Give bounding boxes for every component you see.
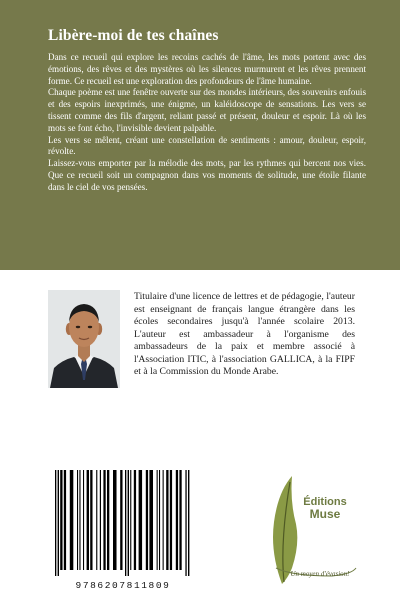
publisher-name-line1: Éditions	[303, 496, 347, 508]
blurb-paragraph-4: Laissez-vous emporter par la mélodie des mots, par les rythmes qui bercent nos vies. Que ce recueil soit un compagnon dans vos moments de solitude, une étoile filante dans le ciel de vos pensées.	[48, 158, 366, 192]
author-bio: Titulaire d'une licence de lettres et de pédagogie, l'auteur est enseignant de français langue étrangère dans les écoles secondaires jusqu'à l'année scolaire 2013. L'auteur est ambassadeur à l'organisme des ambassadeurs de la paix et membre associé à l'Association ITIC, à l'association GALLICA, à la FIPF et à la Commission du Monde Arabe.	[134, 291, 355, 377]
blurb-paragraph-1: Dans ce recueil qui explore les recoins cachés de l'âme, les mots portent avec des émotions, des rêves et des mystères où les silences murmurent et les rêves prennent forme. Ce recueil est une exploration des profondeurs de l'âme humaine.	[48, 52, 366, 86]
publisher-tagline: Un moyen d'évasion!	[290, 570, 350, 578]
blurb-paragraph-2: Chaque poème est une fenêtre ouverte sur des mondes intérieurs, des souvenirs enfouis et des espoirs inexprimés, une énigme, un kaléidoscope de sensations. Les vers se tissent comme des fils d'argent, reliant passé et présent, douleur et espoir. Là où les mots se font écho, l'invisible devient palpable.	[48, 87, 366, 133]
author-photo	[48, 290, 120, 388]
barcode-bars	[47, 468, 199, 578]
isbn-number: 9786207811809	[75, 580, 171, 591]
publisher-name-line2: Muse	[309, 507, 341, 521]
author-portrait-image	[48, 290, 120, 388]
blurb-panel	[0, 0, 400, 270]
publisher-name	[294, 496, 356, 520]
book-title: Libère-moi de tes chaînes	[48, 27, 219, 44]
publisher-logo	[262, 472, 358, 590]
blurb-paragraph-3: Les vers se mêlent, créant une constellation de sentiments : amour, douleur, espoir, révolte.	[48, 134, 366, 157]
isbn-barcode	[47, 468, 199, 591]
